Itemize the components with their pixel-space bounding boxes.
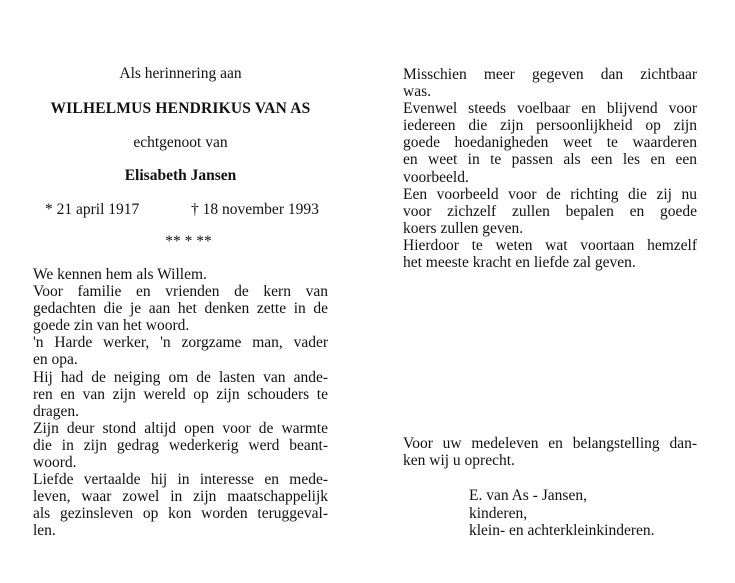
right-poem-line: het meeste kracht en liefde zal geven. — [403, 254, 636, 272]
right-poem-line: goede hoedanigheden weet te waarderen — [403, 134, 697, 152]
signature-block — [469, 487, 655, 540]
left-poem-line: Voor familie en vrienden de kern van — [33, 283, 328, 301]
right-poem-line: iedereen die zijn persoonlijkheid op zijn — [403, 117, 697, 135]
left-poem-line: goede zin van het woord. — [33, 317, 190, 335]
left-poem — [33, 266, 328, 540]
spouse-label: echtgenoot van — [133, 134, 228, 151]
left-poem-line: en opa. — [33, 351, 78, 369]
right-poem-line: koers zullen geven. — [403, 219, 524, 237]
signature-line: E. van As - Jansen, — [469, 487, 587, 504]
left-poem-line: leven, waar zowel in zijn maatschappelijk — [33, 488, 328, 506]
left-poem-line: woord. — [33, 454, 77, 472]
spouse-name: Elisabeth Jansen — [124, 167, 237, 184]
right-poem-line: Evenwel steeds voelbaar en blijvend voor — [403, 100, 697, 118]
birth-date: * 21 april 1917 — [45, 201, 140, 218]
thanks-text — [403, 435, 697, 469]
right-poem-line: en weet in te passen als een les en een — [403, 151, 697, 169]
right-poem-line: voor zichzelf zullen bepalen en goede — [403, 202, 697, 220]
left-poem-line: Liefde vertaalde hij in interesse en mede- — [33, 471, 328, 489]
right-poem-line: Misschien meer gegeven dan zichtbaar — [403, 66, 697, 83]
signature-line: kinderen, — [469, 504, 528, 522]
left-poem-line: len. — [33, 522, 56, 540]
signature-line: klein- en achterkleinkinderen. — [469, 522, 655, 539]
left-poem-line: Zijn deur stond altijd open voor de warmte — [33, 419, 328, 437]
right-poem-line: was. — [403, 83, 431, 101]
right-poem — [403, 66, 697, 271]
right-poem-line: Hierdoor te weten wat voortaan hemzelf — [403, 236, 697, 254]
left-poem-line: We kennen hem als Willem. — [33, 266, 207, 283]
right-poem-line: voorbeeld. — [403, 168, 469, 186]
life-dates — [45, 201, 325, 219]
intro-text: Als herinnering aan — [119, 65, 242, 82]
divider-stars: ** * ** — [165, 233, 212, 250]
left-poem-line: gedachten die je aan het denken zette in de — [33, 300, 328, 318]
death-date: † 18 november 1993 — [191, 201, 319, 218]
left-poem-line: dragen. — [33, 402, 80, 420]
left-poem-line: 'n Harde werker, 'n zorgzame man, vader — [33, 334, 328, 352]
deceased-name: WILHELMUS HENDRIKUS VAN AS — [50, 100, 311, 117]
left-poem-line: die in zijn gedrag wederkerig werd beant- — [33, 436, 328, 454]
left-poem-line: Hij had de neiging om de lasten van ande- — [33, 368, 328, 386]
left-poem-line: als gezinsleven op kon worden teruggeval- — [33, 505, 328, 523]
thanks-line: ken wij u oprecht. — [403, 452, 515, 470]
thanks-line: Voor uw medeleven en belangstelling dan- — [403, 435, 697, 452]
right-poem-line: Een voorbeeld voor de richting die zij nu — [403, 185, 697, 203]
left-poem-line: ren en van zijn wereld op zijn schouders te — [33, 385, 328, 403]
